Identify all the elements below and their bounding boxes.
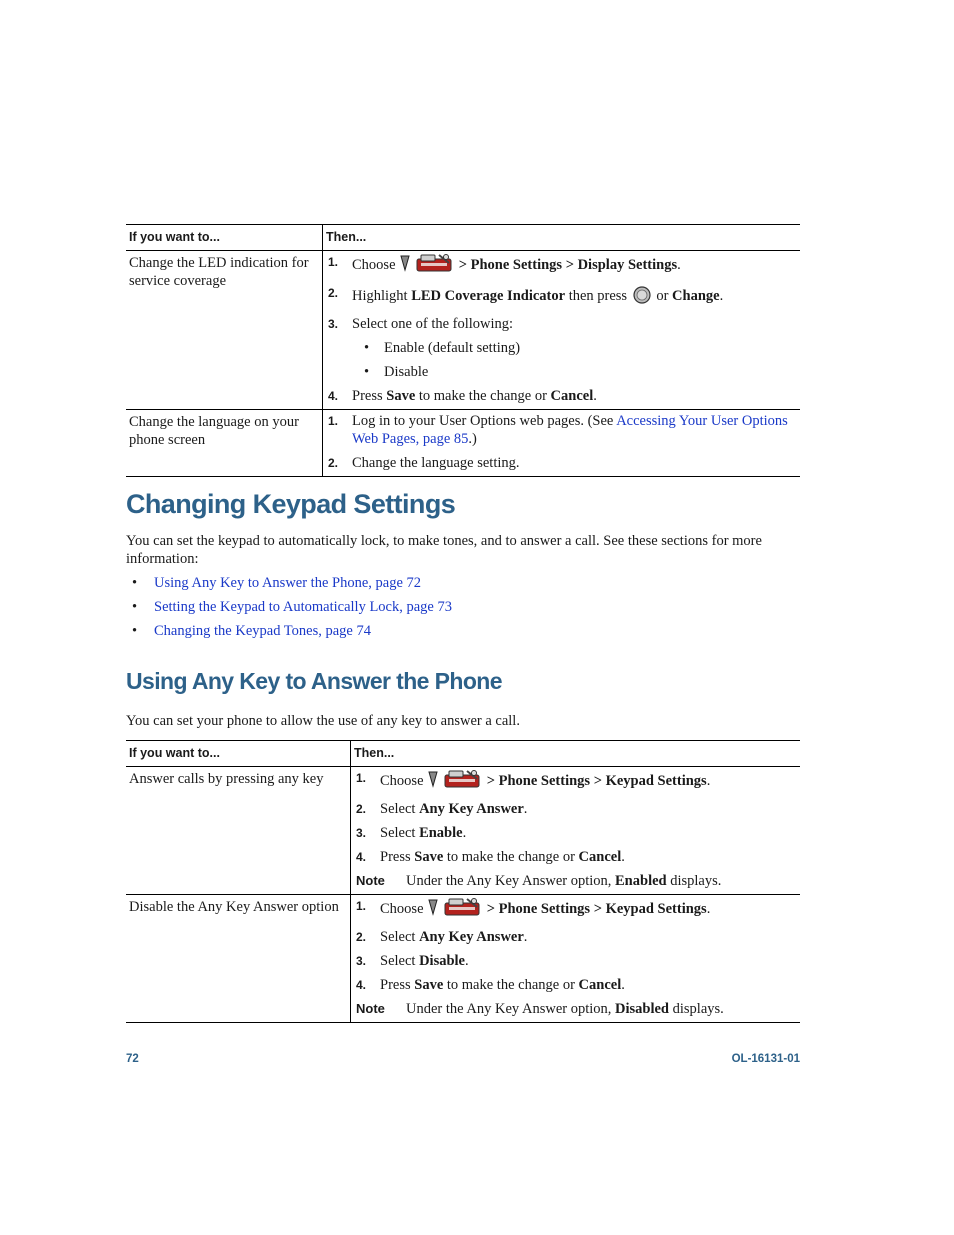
table-cell-want: Change the language on your phone screen (126, 410, 323, 477)
step: 1. Choose > Phone Settings > Display Settings. (328, 253, 800, 278)
step: 3. Select Disable. (356, 953, 469, 969)
table-header-then: Then... (351, 741, 801, 767)
table-header-want: If you want to... (126, 225, 323, 251)
list-item: • Enable (default setting) (364, 340, 521, 356)
table-cell-steps (351, 767, 801, 895)
note: Note Under the Any Key Answer option, Enabled displays. (356, 873, 722, 889)
link-accessing-user-options[interactable]: Accessing Your User Options Web Pages, page 85 (352, 413, 788, 447)
table-row (126, 767, 800, 895)
document-id: OL-16131-01 (731, 1053, 800, 1065)
section-link-list (126, 574, 452, 646)
step: 2. Select Any Key Answer. (356, 801, 528, 817)
table-row (126, 410, 800, 477)
step: 3. Select Enable. (356, 825, 467, 841)
list-item: • Changing the Keypad Tones, page 74 (132, 623, 371, 639)
step: 4. Press Save to make the change or Cancel. (356, 849, 625, 865)
step: 1. Choose > Phone Settings > Keypad Settings. (356, 769, 800, 794)
led-language-table (126, 224, 800, 477)
section-title-using-any-key: Using Any Key to Answer the Phone (126, 668, 502, 694)
link-keypad-tones[interactable]: Changing the Keypad Tones, page 74 (154, 623, 371, 639)
list-item: • Disable (364, 364, 429, 380)
list-item: • Using Any Key to Answer the Phone, page 72 (132, 575, 422, 591)
step: 2. Change the language setting. (328, 455, 520, 471)
section-title-changing-keypad-settings: Changing Keypad Settings (126, 489, 456, 519)
page-number: 72 (126, 1053, 139, 1065)
table-cell-steps (323, 251, 801, 410)
table-header-then: Then... (323, 225, 801, 251)
table-cell-want: Change the LED indication for service coverage (126, 251, 323, 410)
step: 1. Log in to your User Options web pages. (See Accessing Your User Options Web Pages, page 85.) (328, 413, 788, 447)
note-label: Note (356, 1001, 385, 1016)
note-label: Note (356, 873, 385, 888)
table-cell-want: Answer calls by pressing any key (126, 767, 351, 895)
any-key-answer-table (126, 740, 800, 1023)
section-intro: You can set your phone to allow the use of any key to answer a call. (126, 713, 520, 729)
table-header-want: If you want to... (126, 741, 351, 767)
table-row (126, 895, 800, 1023)
list-item: • Setting the Keypad to Automatically Lock, page 73 (132, 599, 452, 615)
table-row (126, 251, 800, 410)
settings-toolbox-icon (399, 253, 455, 278)
table-cell-want: Disable the Any Key Answer option (126, 895, 351, 1023)
settings-toolbox-icon (427, 769, 483, 794)
link-auto-lock[interactable]: Setting the Keypad to Automatically Lock, page 73 (154, 599, 452, 615)
navigation-select-icon (631, 284, 653, 309)
step: 1. Choose > Phone Settings > Keypad Settings. (356, 897, 800, 922)
settings-toolbox-icon (427, 897, 483, 922)
step: 2. Select Any Key Answer. (356, 929, 528, 945)
step: 4. Press Save to make the change or Cancel. (356, 977, 625, 993)
note: Note Under the Any Key Answer option, Disabled displays. (356, 1001, 724, 1017)
table-cell-steps (351, 895, 801, 1023)
step: 2. Highlight LED Coverage Indicator then press or Change. (328, 284, 800, 309)
section-intro: You can set the keypad to automatically lock, to make tones, and to answer a call. See these sections for more information: (126, 533, 762, 567)
step: 4. Press Save to make the change or Cancel. (328, 388, 597, 404)
link-using-any-key[interactable]: Using Any Key to Answer the Phone, page 72 (154, 575, 422, 591)
step: 3. Select one of the following: (328, 316, 514, 332)
table-cell-steps (323, 410, 801, 477)
